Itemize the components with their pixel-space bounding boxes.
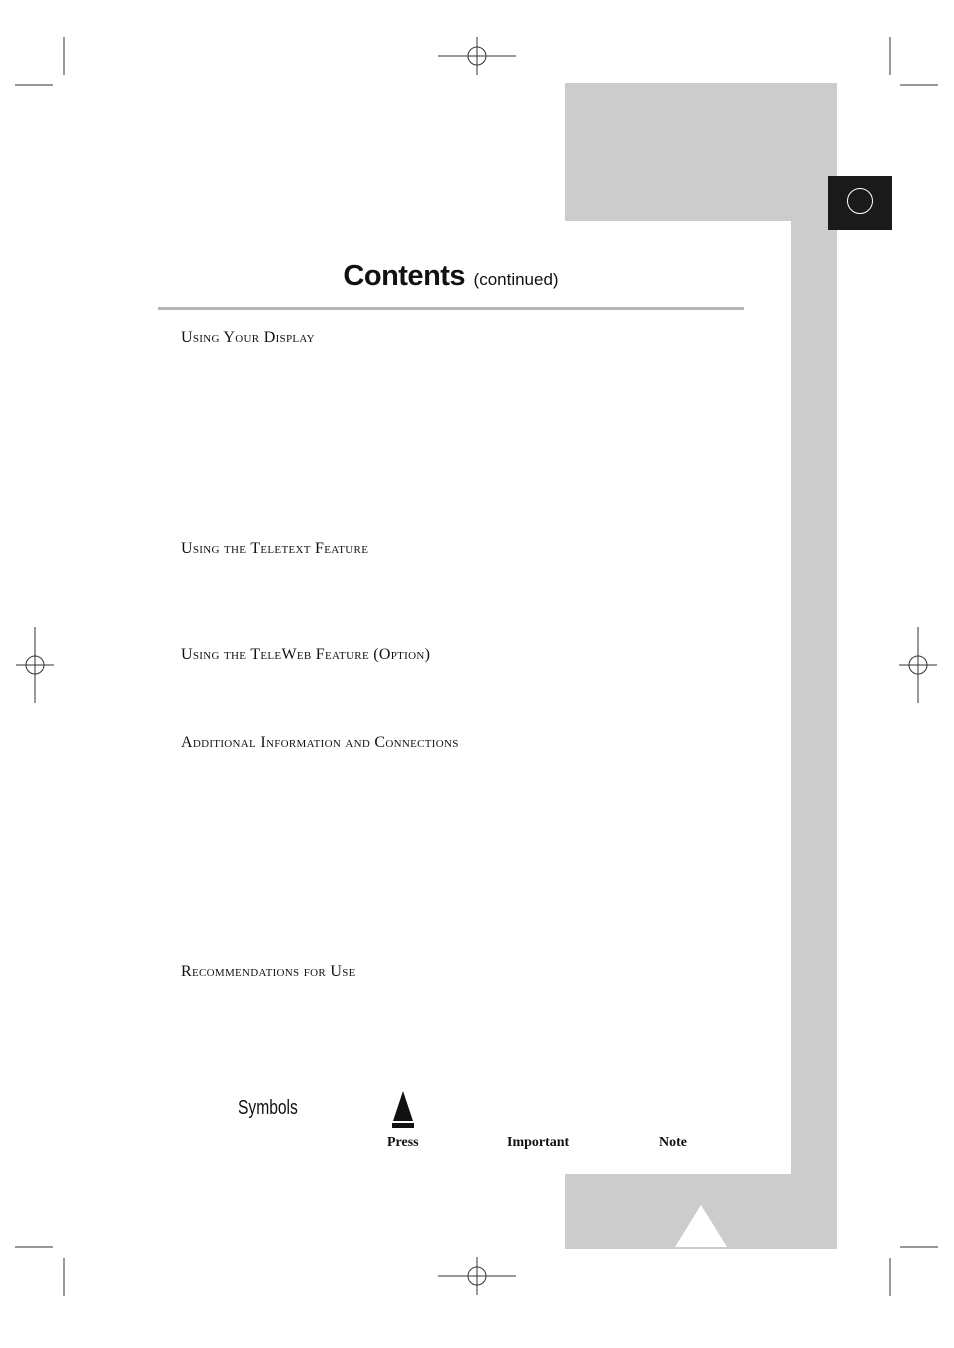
symbol-label-press: Press [387, 1135, 419, 1150]
section-heading-teletext: Using the Teletext Feature [181, 540, 369, 557]
symbol-label-note: Note [659, 1135, 687, 1150]
symbol-label-important: Important [507, 1135, 570, 1150]
title-main: Contents [343, 260, 466, 292]
section-heading-recommendations: Recommendations for Use [181, 963, 356, 980]
section-heading-teleweb: Using the TeleWeb Feature (Option) [181, 646, 431, 663]
symbols-heading: Symbols [238, 1097, 298, 1119]
title-subtitle: (continued) [473, 270, 559, 289]
section-heading-using-display: Using Your Display [181, 329, 315, 346]
section-heading-additional-info: Additional Information and Connections [181, 734, 459, 751]
